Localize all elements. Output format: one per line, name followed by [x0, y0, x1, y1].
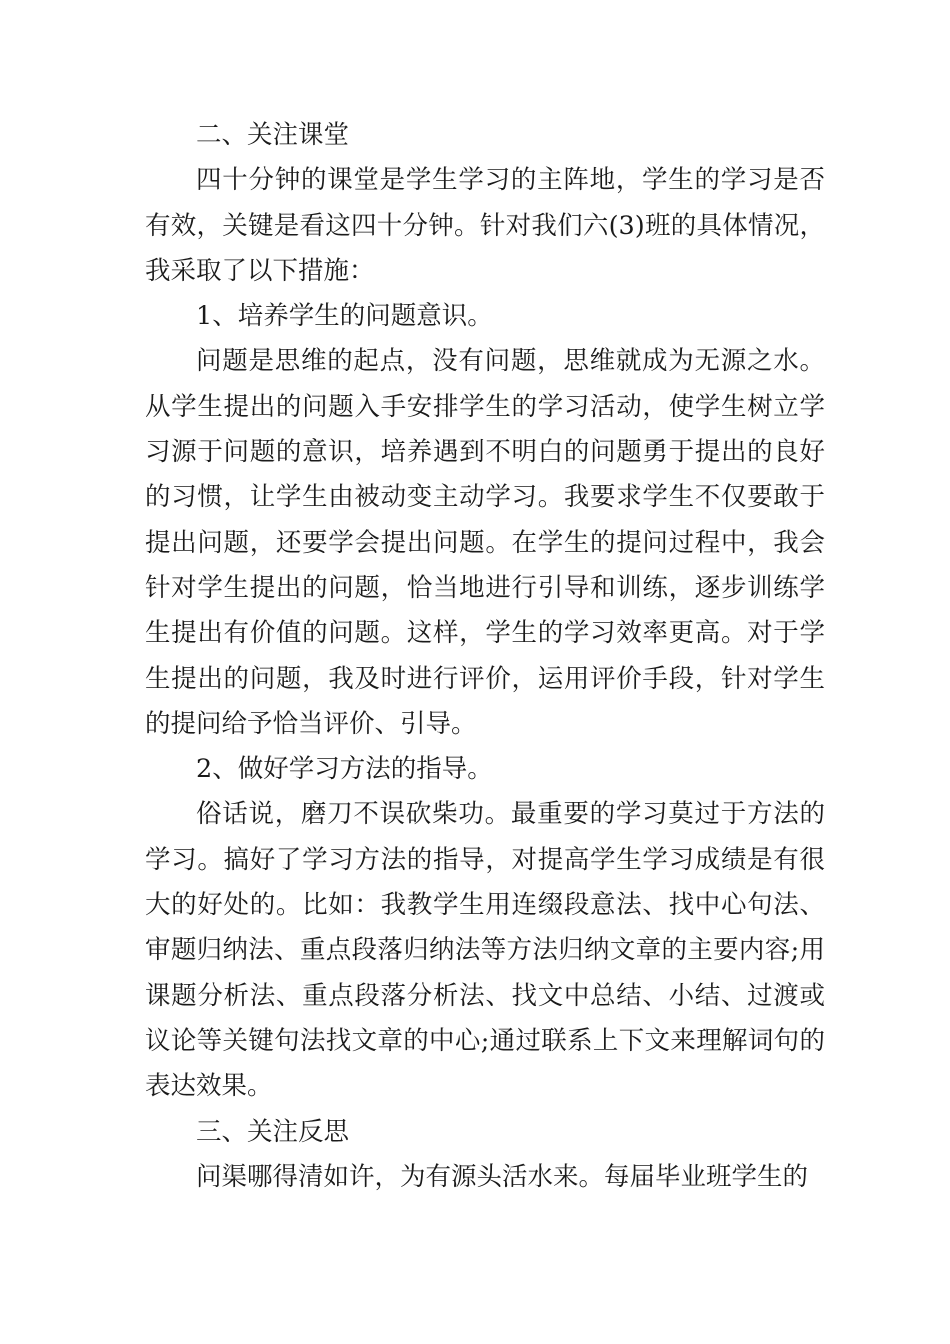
subheading-learning-methods: 2、做好学习方法的指导。	[196, 754, 493, 785]
paragraph-question-awareness: 问题是思维的起点，没有问题，思维就成为无源之水。从学生提出的问题入手安排学生的学习活动，使学生树立学习源于问题的意识，培养遇到不明白的问题勇于提出的良好的习惯，让学生由被动变主动学习。我要求学生不仅要敢于提出问题，还要学会提出问题。在学生的提问过程中，我会针对学生提出的问题，恰当地进行引导和训练，逐步训练学生提出有价值的问题。这样，学生的学习效率更高。对于学生提出的问题，我及时进行评价，运用评价手段，针对学生的提问给予恰当评价、引导。	[145, 346, 825, 739]
paragraph-class-time: 四十分钟的课堂是学生学习的主阵地，学生的学习是否有效，关键是看这四十分钟。针对我们六(3)班的具体情况，我采取了以下措施：	[145, 165, 825, 286]
paragraph-reflection-start: 问渠哪得清如许，为有源头活水来。每届毕业班学生的	[196, 1161, 809, 1192]
section-heading-focus-class: 二、关注课堂	[196, 120, 350, 150]
subheading-question-awareness: 1、培养学生的问题意识。	[196, 301, 493, 332]
paragraph-learning-methods: 俗话说，磨刀不误砍柴功。最重要的学习莫过于方法的学习。搞好了学习方法的指导，对提高学生学习成绩是有很大的好处的。比如：我教学生用连缀段意法、找中心句法、审题归纳法、重点段落归纳法等方法归纳文章的主要内容;用课题分析法、重点段落分析法、找文中总结、小结、过渡或议论等关键句法找文章的中心;通过联系上下文来理解词句的表达效果。	[145, 799, 825, 1102]
section-heading-focus-reflection: 三、关注反思	[196, 1116, 350, 1147]
document-body	[145, 113, 825, 1200]
